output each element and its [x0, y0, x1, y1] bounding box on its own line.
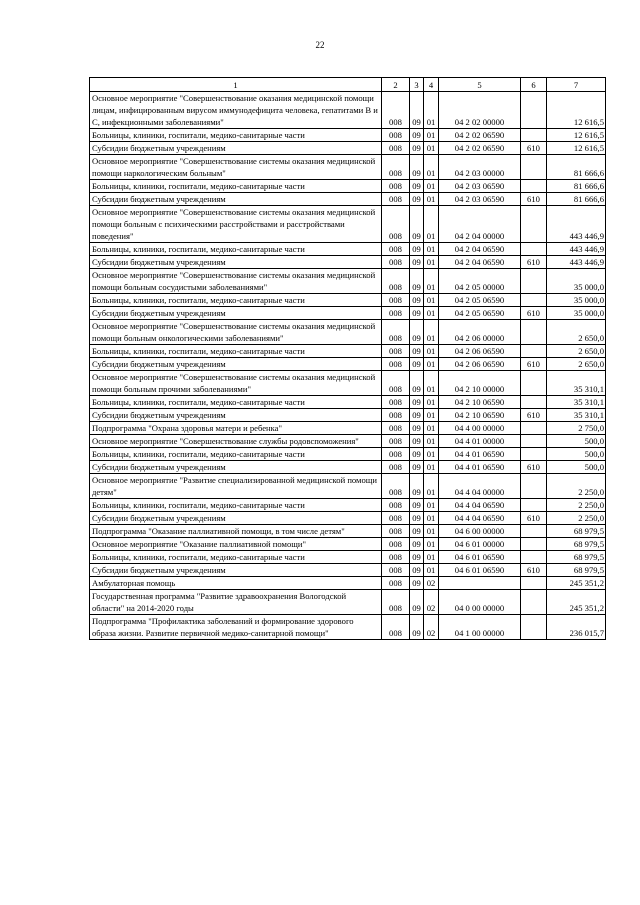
cell-amount: 443 446,9 — [547, 243, 606, 256]
cell-expense-type-code — [521, 269, 547, 294]
cell-subsection-code: 01 — [424, 180, 439, 193]
cell-ministry-code: 008 — [382, 512, 410, 525]
cell-amount: 2 650,0 — [547, 320, 606, 345]
cell-expense-type-code — [521, 474, 547, 499]
table-row — [90, 551, 606, 564]
cell-subsection-code: 01 — [424, 512, 439, 525]
cell-name: Основное мероприятие "Совершенствование системы оказания медицинской помощи больным онкологическими заболеваниями" — [90, 320, 382, 345]
cell-subsection-code: 01 — [424, 206, 439, 243]
table-row — [90, 371, 606, 396]
cell-target-item-code: 04 6 01 00000 — [439, 538, 521, 551]
cell-section-code: 09 — [410, 92, 424, 129]
cell-name: Субсидии бюджетным учреждениям — [90, 142, 382, 155]
cell-subsection-code: 02 — [424, 615, 439, 640]
cell-ministry-code: 008 — [382, 422, 410, 435]
cell-amount: 68 979,5 — [547, 525, 606, 538]
cell-ministry-code: 008 — [382, 371, 410, 396]
cell-amount: 68 979,5 — [547, 551, 606, 564]
cell-name: Основное мероприятие "Совершенствование системы оказания медицинской помощи больным прочими заболеваниями" — [90, 371, 382, 396]
cell-name: Подпрограмма "Оказание паллиативной помощи, в том числе детям" — [90, 525, 382, 538]
table-row — [90, 435, 606, 448]
cell-ministry-code: 008 — [382, 256, 410, 269]
cell-target-item-code: 04 2 10 00000 — [439, 371, 521, 396]
cell-section-code: 09 — [410, 409, 424, 422]
cell-amount: 35 000,0 — [547, 307, 606, 320]
cell-name: Больницы, клиники, госпитали, медико-санитарные части — [90, 294, 382, 307]
cell-subsection-code: 01 — [424, 358, 439, 371]
cell-expense-type-code: 610 — [521, 409, 547, 422]
cell-amount: 68 979,5 — [547, 564, 606, 577]
cell-ministry-code: 008 — [382, 92, 410, 129]
cell-name: Больницы, клиники, госпитали, медико-санитарные части — [90, 129, 382, 142]
cell-subsection-code: 01 — [424, 448, 439, 461]
header-cell-target-item: 5 — [439, 78, 521, 92]
cell-target-item-code: 04 4 01 00000 — [439, 435, 521, 448]
cell-name: Основное мероприятие "Совершенствование системы оказания медицинской помощи больным с психическими расстройствами и расстройствами поведения" — [90, 206, 382, 243]
table-header-row — [90, 78, 606, 92]
cell-section-code: 09 — [410, 422, 424, 435]
cell-expense-type-code — [521, 92, 547, 129]
cell-target-item-code: 04 1 00 00000 — [439, 615, 521, 640]
cell-section-code: 09 — [410, 256, 424, 269]
cell-subsection-code: 01 — [424, 155, 439, 180]
table-row — [90, 243, 606, 256]
cell-subsection-code: 01 — [424, 320, 439, 345]
cell-target-item-code: 04 2 06 06590 — [439, 345, 521, 358]
cell-target-item-code: 04 2 10 06590 — [439, 396, 521, 409]
cell-expense-type-code — [521, 294, 547, 307]
cell-amount: 35 000,0 — [547, 294, 606, 307]
cell-name: Основное мероприятие "Оказание паллиативной помощи" — [90, 538, 382, 551]
page-number: 22 — [315, 40, 325, 50]
cell-expense-type-code — [521, 345, 547, 358]
cell-ministry-code: 008 — [382, 448, 410, 461]
cell-name: Государственная программа "Развитие здравоохранения Вологодской области" на 2014-2020 годы — [90, 590, 382, 615]
cell-section-code: 09 — [410, 320, 424, 345]
header-cell-amount: 7 — [547, 78, 606, 92]
table-row — [90, 206, 606, 243]
cell-ministry-code: 008 — [382, 243, 410, 256]
cell-target-item-code: 04 4 01 06590 — [439, 448, 521, 461]
cell-ministry-code: 008 — [382, 499, 410, 512]
cell-subsection-code: 01 — [424, 294, 439, 307]
cell-expense-type-code — [521, 155, 547, 180]
cell-name: Основное мероприятие "Совершенствование оказания медицинской помощи лицам, инфицированным вирусом иммунодефицита человека, гепатитами В и С, инфекционными заболеваниями" — [90, 92, 382, 129]
cell-subsection-code: 01 — [424, 564, 439, 577]
cell-section-code: 09 — [410, 142, 424, 155]
cell-amount: 236 015,7 — [547, 615, 606, 640]
cell-expense-type-code — [521, 396, 547, 409]
cell-section-code: 09 — [410, 461, 424, 474]
table-row — [90, 538, 606, 551]
cell-subsection-code: 01 — [424, 396, 439, 409]
cell-target-item-code: 04 4 04 06590 — [439, 499, 521, 512]
cell-target-item-code: 04 2 05 06590 — [439, 294, 521, 307]
cell-name: Основное мероприятие "Совершенствование службы родовспоможения" — [90, 435, 382, 448]
cell-ministry-code: 008 — [382, 345, 410, 358]
cell-expense-type-code — [521, 206, 547, 243]
cell-target-item-code: 04 6 01 06590 — [439, 564, 521, 577]
cell-name: Амбулаторная помощь — [90, 577, 382, 590]
cell-ministry-code: 008 — [382, 142, 410, 155]
cell-amount: 81 666,6 — [547, 193, 606, 206]
cell-subsection-code: 01 — [424, 538, 439, 551]
cell-ministry-code: 008 — [382, 358, 410, 371]
table-row — [90, 92, 606, 129]
table-row — [90, 448, 606, 461]
table-row — [90, 396, 606, 409]
table-row — [90, 512, 606, 525]
cell-expense-type-code — [521, 435, 547, 448]
cell-subsection-code: 01 — [424, 92, 439, 129]
cell-name: Больницы, клиники, госпитали, медико-санитарные части — [90, 499, 382, 512]
cell-ministry-code: 008 — [382, 461, 410, 474]
cell-ministry-code: 008 — [382, 551, 410, 564]
cell-section-code: 09 — [410, 435, 424, 448]
cell-subsection-code: 02 — [424, 577, 439, 590]
cell-name: Субсидии бюджетным учреждениям — [90, 307, 382, 320]
cell-subsection-code: 01 — [424, 409, 439, 422]
cell-expense-type-code: 610 — [521, 461, 547, 474]
cell-section-code: 09 — [410, 193, 424, 206]
cell-amount: 12 616,5 — [547, 142, 606, 155]
cell-section-code: 09 — [410, 358, 424, 371]
table-row — [90, 422, 606, 435]
cell-target-item-code: 04 2 03 06590 — [439, 180, 521, 193]
cell-section-code: 09 — [410, 155, 424, 180]
cell-expense-type-code — [521, 615, 547, 640]
cell-section-code: 09 — [410, 180, 424, 193]
cell-section-code: 09 — [410, 294, 424, 307]
cell-name: Основное мероприятие "Развитие специализированной медицинской помощи детям" — [90, 474, 382, 499]
cell-amount: 443 446,9 — [547, 206, 606, 243]
cell-target-item-code: 04 2 05 06590 — [439, 307, 521, 320]
cell-subsection-code: 01 — [424, 345, 439, 358]
cell-amount: 2 250,0 — [547, 499, 606, 512]
cell-expense-type-code: 610 — [521, 142, 547, 155]
table-row — [90, 525, 606, 538]
cell-expense-type-code — [521, 525, 547, 538]
cell-name: Подпрограмма "Охрана здоровья матери и ребенка" — [90, 422, 382, 435]
cell-name: Субсидии бюджетным учреждениям — [90, 512, 382, 525]
cell-target-item-code: 04 0 00 00000 — [439, 590, 521, 615]
cell-section-code: 09 — [410, 129, 424, 142]
table-row — [90, 499, 606, 512]
cell-target-item-code: 04 4 04 00000 — [439, 474, 521, 499]
cell-subsection-code: 01 — [424, 422, 439, 435]
table-row — [90, 461, 606, 474]
table-row — [90, 577, 606, 590]
cell-name: Больницы, клиники, госпитали, медико-санитарные части — [90, 180, 382, 193]
cell-amount: 245 351,2 — [547, 590, 606, 615]
cell-amount: 81 666,6 — [547, 180, 606, 193]
cell-subsection-code: 01 — [424, 499, 439, 512]
cell-amount: 2 650,0 — [547, 358, 606, 371]
cell-target-item-code: 04 2 06 00000 — [439, 320, 521, 345]
cell-subsection-code: 01 — [424, 256, 439, 269]
cell-ministry-code: 008 — [382, 155, 410, 180]
cell-amount: 12 616,5 — [547, 92, 606, 129]
cell-target-item-code: 04 2 02 00000 — [439, 92, 521, 129]
cell-expense-type-code — [521, 577, 547, 590]
table-row — [90, 129, 606, 142]
cell-section-code: 09 — [410, 269, 424, 294]
cell-section-code: 09 — [410, 551, 424, 564]
cell-ministry-code: 008 — [382, 129, 410, 142]
cell-name: Субсидии бюджетным учреждениям — [90, 564, 382, 577]
cell-expense-type-code — [521, 538, 547, 551]
cell-target-item-code: 04 2 10 06590 — [439, 409, 521, 422]
table-row — [90, 269, 606, 294]
cell-subsection-code: 02 — [424, 590, 439, 615]
table-row — [90, 474, 606, 499]
cell-name: Больницы, клиники, госпитали, медико-санитарные части — [90, 448, 382, 461]
table-row — [90, 193, 606, 206]
cell-section-code: 09 — [410, 345, 424, 358]
cell-subsection-code: 01 — [424, 525, 439, 538]
cell-subsection-code: 01 — [424, 307, 439, 320]
cell-ministry-code: 008 — [382, 307, 410, 320]
cell-section-code: 09 — [410, 615, 424, 640]
table-row — [90, 307, 606, 320]
table-row — [90, 590, 606, 615]
table-body — [90, 92, 606, 640]
cell-amount: 500,0 — [547, 435, 606, 448]
cell-ministry-code: 008 — [382, 577, 410, 590]
table-row — [90, 256, 606, 269]
cell-target-item-code: 04 2 03 06590 — [439, 193, 521, 206]
cell-amount: 35 310,1 — [547, 396, 606, 409]
cell-section-code: 09 — [410, 577, 424, 590]
cell-subsection-code: 01 — [424, 435, 439, 448]
cell-expense-type-code — [521, 129, 547, 142]
cell-ministry-code: 008 — [382, 180, 410, 193]
table-row — [90, 345, 606, 358]
cell-section-code: 09 — [410, 448, 424, 461]
cell-section-code: 09 — [410, 564, 424, 577]
cell-name: Больницы, клиники, госпитали, медико-санитарные части — [90, 396, 382, 409]
cell-subsection-code: 01 — [424, 193, 439, 206]
cell-name: Больницы, клиники, госпитали, медико-санитарные части — [90, 345, 382, 358]
cell-expense-type-code — [521, 551, 547, 564]
cell-name: Субсидии бюджетным учреждениям — [90, 193, 382, 206]
table-row — [90, 180, 606, 193]
cell-ministry-code: 008 — [382, 615, 410, 640]
cell-amount: 2 750,0 — [547, 422, 606, 435]
cell-expense-type-code: 610 — [521, 358, 547, 371]
cell-expense-type-code — [521, 590, 547, 615]
cell-target-item-code: 04 4 01 06590 — [439, 461, 521, 474]
cell-name: Субсидии бюджетным учреждениям — [90, 461, 382, 474]
cell-section-code: 09 — [410, 512, 424, 525]
cell-ministry-code: 008 — [382, 269, 410, 294]
table-row — [90, 142, 606, 155]
cell-amount: 2 250,0 — [547, 512, 606, 525]
cell-target-item-code: 04 6 01 06590 — [439, 551, 521, 564]
cell-expense-type-code — [521, 499, 547, 512]
cell-ministry-code: 008 — [382, 320, 410, 345]
table-row — [90, 409, 606, 422]
cell-target-item-code: 04 2 03 00000 — [439, 155, 521, 180]
cell-expense-type-code: 610 — [521, 193, 547, 206]
cell-subsection-code: 01 — [424, 474, 439, 499]
cell-subsection-code: 01 — [424, 371, 439, 396]
cell-amount: 245 351,2 — [547, 577, 606, 590]
cell-section-code: 09 — [410, 525, 424, 538]
cell-amount: 443 446,9 — [547, 256, 606, 269]
cell-amount: 68 979,5 — [547, 538, 606, 551]
table-row — [90, 564, 606, 577]
cell-subsection-code: 01 — [424, 269, 439, 294]
cell-expense-type-code: 610 — [521, 564, 547, 577]
cell-amount: 500,0 — [547, 461, 606, 474]
cell-name: Субсидии бюджетным учреждениям — [90, 358, 382, 371]
cell-section-code: 09 — [410, 590, 424, 615]
cell-amount: 35 310,1 — [547, 409, 606, 422]
cell-amount: 2 650,0 — [547, 345, 606, 358]
cell-expense-type-code: 610 — [521, 256, 547, 269]
cell-ministry-code: 008 — [382, 206, 410, 243]
table-row — [90, 294, 606, 307]
cell-target-item-code: 04 2 02 06590 — [439, 142, 521, 155]
cell-amount: 12 616,5 — [547, 129, 606, 142]
header-cell-expense-type: 6 — [521, 78, 547, 92]
cell-target-item-code: 04 6 00 00000 — [439, 525, 521, 538]
cell-expense-type-code — [521, 243, 547, 256]
cell-expense-type-code — [521, 371, 547, 396]
cell-ministry-code: 008 — [382, 435, 410, 448]
cell-section-code: 09 — [410, 538, 424, 551]
cell-target-item-code: 04 2 04 06590 — [439, 243, 521, 256]
cell-target-item-code: 04 4 00 00000 — [439, 422, 521, 435]
header-cell-ministry: 2 — [382, 78, 410, 92]
cell-ministry-code: 008 — [382, 396, 410, 409]
cell-target-item-code: 04 2 04 00000 — [439, 206, 521, 243]
cell-name: Больницы, клиники, госпитали, медико-санитарные части — [90, 551, 382, 564]
cell-expense-type-code — [521, 320, 547, 345]
cell-ministry-code: 008 — [382, 564, 410, 577]
cell-section-code: 09 — [410, 474, 424, 499]
header-cell-section: 3 — [410, 78, 424, 92]
cell-amount: 2 250,0 — [547, 474, 606, 499]
header-cell-name: 1 — [90, 78, 382, 92]
cell-section-code: 09 — [410, 499, 424, 512]
table-row — [90, 358, 606, 371]
cell-ministry-code: 008 — [382, 409, 410, 422]
cell-amount: 35 000,0 — [547, 269, 606, 294]
cell-target-item-code: 04 2 04 06590 — [439, 256, 521, 269]
table-row — [90, 320, 606, 345]
cell-target-item-code — [439, 577, 521, 590]
cell-target-item-code: 04 2 05 00000 — [439, 269, 521, 294]
cell-target-item-code: 04 2 06 06590 — [439, 358, 521, 371]
header-cell-subsection: 4 — [424, 78, 439, 92]
cell-ministry-code: 008 — [382, 193, 410, 206]
cell-subsection-code: 01 — [424, 142, 439, 155]
cell-expense-type-code: 610 — [521, 512, 547, 525]
cell-name: Субсидии бюджетным учреждениям — [90, 256, 382, 269]
cell-ministry-code: 008 — [382, 294, 410, 307]
cell-section-code: 09 — [410, 371, 424, 396]
cell-subsection-code: 01 — [424, 129, 439, 142]
cell-ministry-code: 008 — [382, 525, 410, 538]
table-row — [90, 155, 606, 180]
cell-section-code: 09 — [410, 243, 424, 256]
cell-section-code: 09 — [410, 307, 424, 320]
cell-target-item-code: 04 2 02 06590 — [439, 129, 521, 142]
cell-name: Основное мероприятие "Совершенствование системы оказания медицинской помощи наркологическим больным" — [90, 155, 382, 180]
cell-expense-type-code — [521, 448, 547, 461]
cell-name: Субсидии бюджетным учреждениям — [90, 409, 382, 422]
cell-subsection-code: 01 — [424, 551, 439, 564]
cell-amount: 500,0 — [547, 448, 606, 461]
cell-expense-type-code — [521, 180, 547, 193]
cell-subsection-code: 01 — [424, 243, 439, 256]
cell-name: Больницы, клиники, госпитали, медико-санитарные части — [90, 243, 382, 256]
cell-ministry-code: 008 — [382, 474, 410, 499]
cell-section-code: 09 — [410, 206, 424, 243]
cell-subsection-code: 01 — [424, 461, 439, 474]
cell-ministry-code: 008 — [382, 590, 410, 615]
cell-section-code: 09 — [410, 396, 424, 409]
cell-target-item-code: 04 4 04 06590 — [439, 512, 521, 525]
cell-amount: 81 666,6 — [547, 155, 606, 180]
cell-name: Подпрограмма "Профилактика заболеваний и формирование здорового образа жизни. Развитие первичной медико-санитарной помощи" — [90, 615, 382, 640]
cell-expense-type-code — [521, 422, 547, 435]
budget-table — [89, 77, 606, 640]
table-row — [90, 615, 606, 640]
cell-expense-type-code: 610 — [521, 307, 547, 320]
cell-name: Основное мероприятие "Совершенствование системы оказания медицинской помощи больным сосудистыми заболеваниями" — [90, 269, 382, 294]
cell-ministry-code: 008 — [382, 538, 410, 551]
cell-amount: 35 310,1 — [547, 371, 606, 396]
